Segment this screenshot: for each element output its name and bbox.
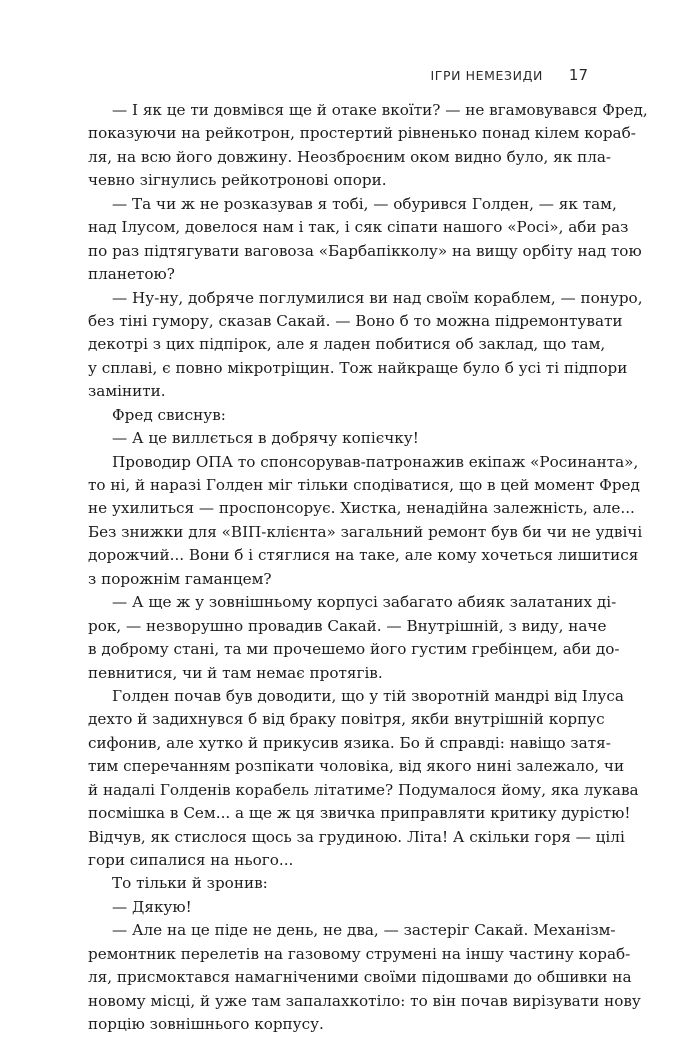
text-line: у сплаві, є повно мікротріщин. Тож найкраще було б усі ті підпори bbox=[88, 358, 628, 377]
text-line: по раз підтягувати ваговоза «Барбапікколу» на вищу орбіту над тою bbox=[88, 241, 642, 260]
text-line: чевно зігнулись рейкотронові опори. bbox=[88, 171, 387, 190]
text-line: й надалі Голденів корабель літатиме? Подумалося йому, яка лукава bbox=[88, 780, 639, 799]
text-line: без тіні гумору, сказав Сакай. — Воно б то можна підремонтувати bbox=[88, 311, 623, 330]
running-title: ІГРИ НЕМЕЗИДИ bbox=[430, 68, 543, 83]
text-line: планетою? bbox=[88, 265, 175, 284]
text-line: рок, — незворушно провадив Сакай. — Внутрішній, з виду, наче bbox=[88, 616, 607, 635]
text-line: — Та чи ж не розказував я тобі, — обурився Голден, — як там, bbox=[112, 194, 617, 213]
text-line: Голден почав був доводити, що у тій зворотній мандрі від Ілуса bbox=[112, 686, 624, 705]
text-line: дехто й задихнувся б від браку повітря, якби внутрішній корпус bbox=[88, 710, 605, 729]
text-line: декотрі з цих підпірок, але я ладен побитися об заклад, що там, bbox=[88, 335, 606, 354]
text-line: порцію зовнішнього корпусу. bbox=[88, 1015, 324, 1034]
text-line: гори сипалися на нього... bbox=[88, 851, 294, 869]
text-line: — А це виллється в добрячу копієчку! bbox=[112, 429, 419, 448]
text-line: — Але на це піде не день, не два, — застеріг Сакай. Механізм- bbox=[112, 921, 616, 940]
text-line: То тільки й зронив: bbox=[112, 874, 268, 893]
text-line: ля, на всю його довжину. Неозброєним оком видно було, як пла- bbox=[88, 147, 612, 166]
body-text bbox=[88, 99, 648, 1037]
text-line: Відчув, як стислося щось за грудиною. Літа! А скільки горя — цілі bbox=[88, 827, 625, 846]
text-line: над Ілусом, довелося нам і так, і сяк сіпати нашого «Росі», аби раз bbox=[88, 218, 629, 237]
text-line: новому місці, й уже там запалахкотіло: то він почав вирізувати нову bbox=[88, 991, 641, 1010]
text-line: Без знижки для «ВІП-клієнта» загальний ремонт був би чи не удвічі bbox=[88, 522, 643, 541]
text-line: з порожнім гаманцем? bbox=[88, 569, 272, 588]
text-line: в доброму стані, та ми прочешемо його густим гребінцем, аби до- bbox=[88, 640, 620, 659]
text-line: дорожчий... Вони б і стяглися на таке, але кому хочеться лишитися bbox=[88, 546, 639, 565]
text-line: — Ну-ну, добряче поглумилися ви над своїм кораблем, — понуро, bbox=[112, 288, 643, 307]
text-line: тим сперечанням розпікати чоловіка, від якого нині залежало, чи bbox=[88, 757, 625, 776]
text-line: Проводир ОПА то спонсорував-патронажив екіпаж «Росинанта», bbox=[112, 452, 639, 471]
text-line: то ні, й наразі Голден міг тільки сподіватися, що в цей момент Фред bbox=[88, 476, 640, 494]
text-line: посмішка в Сем... а ще ж ця звичка приправляти критику дурістю! bbox=[88, 804, 631, 823]
text-line: — А ще ж у зовнішньому корпусі забагато абияк залатаних ді- bbox=[112, 593, 617, 612]
text-line: — Дякую! bbox=[112, 897, 192, 916]
text-line: замінити. bbox=[88, 382, 166, 401]
page-number: 17 bbox=[568, 66, 588, 84]
text-line: не ухилиться — проспонсорує. Хистка, ненадійна залежність, але... bbox=[88, 499, 635, 518]
text-line: показуючи на рейкотрон, простертий рівненько понад кілем кораб- bbox=[88, 124, 636, 143]
text-line: ля, присмоктався намагніченими своїми підошвами до обшивки на bbox=[88, 968, 632, 987]
text-line: Фред свиснув: bbox=[112, 405, 226, 424]
text-line: — І як це ти довмівся ще й отаке вкоїти? — не вгамовувався Фред, bbox=[112, 101, 648, 119]
running-head bbox=[430, 66, 588, 84]
text-line: певнитися, чи й там немає протягів. bbox=[88, 663, 383, 682]
text-line: сифонив, але хутко й прикусив язика. Бо й справді: навіщо затя- bbox=[88, 733, 611, 752]
text-line: ремонтник перелетів на газовому струмені на іншу частину кораб- bbox=[88, 944, 631, 963]
